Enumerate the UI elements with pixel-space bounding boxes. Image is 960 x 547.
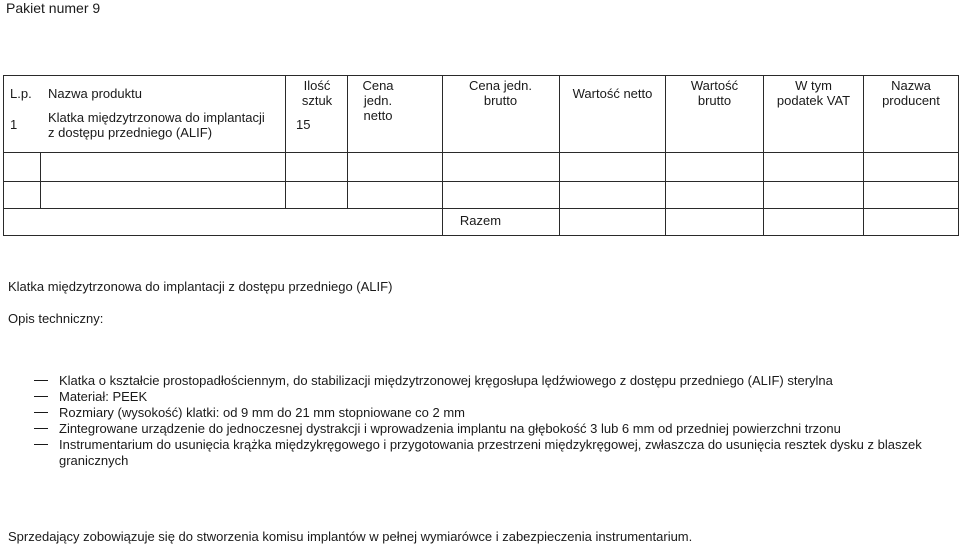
seller-obligation-note: Sprzedający zobowiązuje się do stworzenia komisu implantów w pełnej wymiarówce i zabezpieczenia instrumentarium. — [8, 529, 693, 544]
spec-text: Materiał: PEEK — [59, 389, 148, 404]
technical-description-label: Opis techniczny: — [8, 311, 104, 326]
spec-text: Rozmiary (wysokość) klatki: od 9 mm do 21 mm stopniowane co 2 mm — [59, 405, 466, 420]
header-producer: Nazwa producent — [882, 78, 940, 108]
header-unit-price-net: Cena jedn. netto — [362, 78, 394, 123]
header-quantity: Ilość sztuk — [301, 78, 333, 108]
spec-text: Instrumentarium do usunięcia krążka międzykręgowego i przygotowania przestrzeni międzykręgowej, zwłaszcza do usunięcia resztek dysku z blaszek — [59, 437, 922, 452]
row-product-name: Klatka międzytrzonowa do implantacji z dostępu przedniego (ALIF) — [48, 110, 265, 140]
header-vat: W tym podatek VAT — [776, 78, 851, 108]
document-title: Pakiet numer 9 — [6, 0, 101, 16]
dash-bullet-icon — [34, 444, 48, 445]
dash-bullet-icon — [34, 380, 48, 381]
header-value-gross: Wartość brutto — [690, 78, 739, 108]
header-lp: L.p. — [10, 86, 32, 101]
spec-text: Zintegrowane urządzenie do jednoczesnej dystrakcji i wprowadzenia implantu na głębokość 3 lub 6 mm od przedniej powierzchni trzonu — [59, 421, 841, 436]
row-lp: 1 — [10, 117, 18, 132]
header-product-name: Nazwa produktu — [48, 86, 142, 101]
header-unit-price-gross: Cena jedn. brutto — [469, 78, 532, 108]
header-value-net: Wartość netto — [572, 86, 653, 101]
dash-bullet-icon — [34, 396, 48, 397]
dash-bullet-icon — [34, 428, 48, 429]
spec-text-continuation: granicznych — [59, 453, 129, 468]
product-heading: Klatka międzytrzonowa do implantacji z dostępu przedniego (ALIF) — [8, 279, 393, 294]
total-label: Razem — [459, 213, 502, 228]
dash-bullet-icon — [34, 412, 48, 413]
spec-text: Klatka o kształcie prostopadłościennym, do stabilizacji międzytrzonowej kręgosłupa lędźwiowego z dostępu przedniego (ALIF) sterylna — [59, 373, 833, 388]
row-quantity: 15 — [296, 117, 311, 132]
